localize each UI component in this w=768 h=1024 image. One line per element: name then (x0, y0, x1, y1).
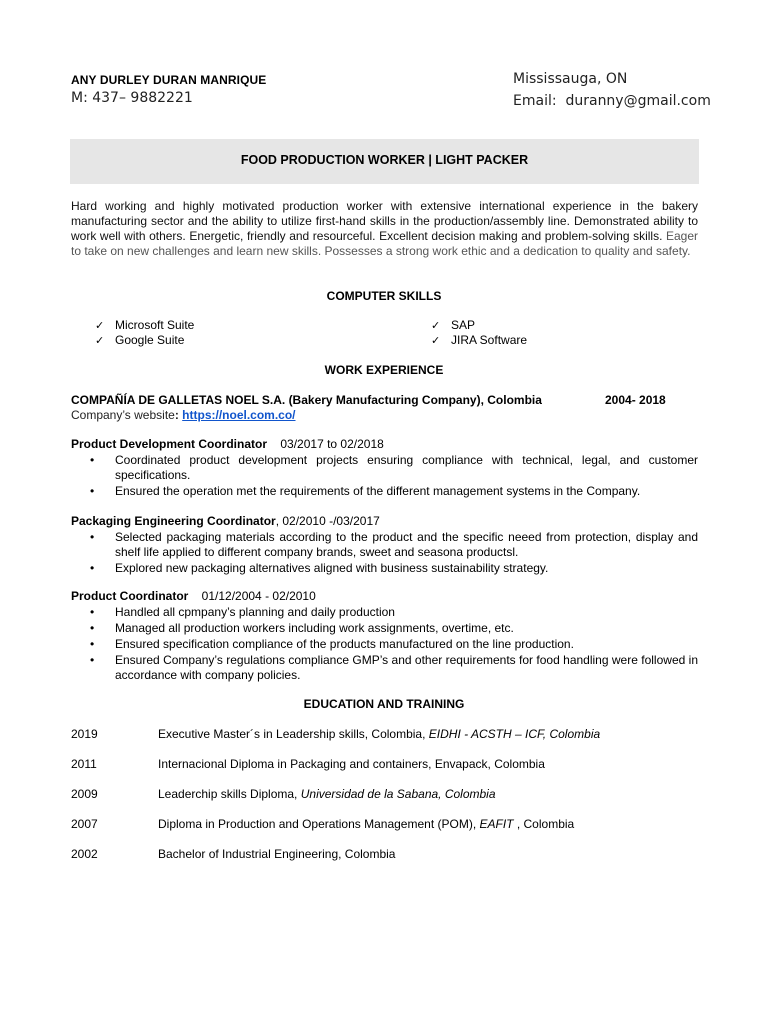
job-title: FOOD PRODUCTION WORKER | LIGHT PACKER (240, 153, 529, 167)
education-year: 2019 (71, 727, 98, 741)
title-banner (70, 139, 699, 184)
professional-summary (71, 199, 698, 259)
company-years: 2004- 2018 (605, 393, 666, 407)
education-description: Executive Master´s in Leadership skills, Colombia, EIDHI - ACSTH – ICF, Colombia (158, 727, 601, 741)
role-title: Product Development Coordinator (71, 437, 268, 451)
computer-skills-heading: COMPUTER SKILLS (326, 289, 442, 303)
role-bullets (90, 605, 698, 684)
education-description: Bachelor of Industrial Engineering, Colombia (158, 847, 396, 861)
checkmark-icon: ✓ (95, 335, 105, 347)
company-website-line (71, 408, 296, 422)
education-heading: EDUCATION AND TRAINING (303, 697, 465, 711)
role-dates: 01/12/2004 - 02/2010 (201, 589, 316, 603)
education-description: Diploma in Production and Operations Management (POM), EAFIT , Colombia (158, 817, 575, 831)
skill-item: ✓ Microsoft Suite (95, 318, 195, 332)
education-year: 2002 (71, 847, 98, 861)
education-year: 2009 (71, 787, 98, 801)
skill-item: ✓ SAP (431, 318, 476, 332)
education-description: Leaderchip skills Diploma, Universidad de la Sabana, Colombia (158, 787, 496, 801)
website-label: Company’s website (71, 408, 175, 422)
skill-item: ✓ JIRA Software (431, 333, 528, 347)
education-year: 2007 (71, 817, 98, 831)
phone-number: M: 437– 9882221 (71, 90, 193, 106)
role-header (71, 437, 384, 451)
bullet-item: • Coordinated product development projects ensuring compliance with technical, legal, and customer specifications. (90, 453, 698, 483)
role-dates: 03/2017 to 02/2018 (280, 437, 384, 451)
education-description: Internacional Diploma in Packaging and containers, Envapack, Colombia (158, 757, 545, 771)
bullet-item: • Ensured the operation met the requirements of the different management systems in the Company. (90, 484, 698, 499)
role-bullets (90, 530, 698, 577)
bullet-item: • Handled all cpmpany’s planning and daily production (90, 605, 698, 620)
checkmark-icon: ✓ (431, 320, 441, 332)
bullet-item: • Ensured specification compliance of the products manufactured on the line production. (90, 637, 698, 652)
role-title: Packaging Engineering Coordinator (71, 514, 276, 528)
role-dates: , 02/2010 -/03/2017 (275, 514, 380, 528)
education-year: 2011 (71, 757, 97, 771)
summary-main: Hard working and highly motivated production worker with extensive international experience in the bakery manufacturing sector and the ability to utilize first-hand skills in the production/assembly line. Demonstrated ability to work well with others. Energetic, friendly and resourceful. Excellent decision making and problem-solving skills. (71, 199, 698, 243)
role-title: Product Coordinator (71, 589, 189, 603)
bullet-item: • Selected packaging materials according to the product and the specific neeed from protection, display and shelf life applied to different company brands, sweet and seasona productsl. (90, 530, 698, 560)
bullet-item: • Explored new packaging alternatives aligned with business sustainability strategy. (90, 561, 698, 576)
email-label: Email: (513, 93, 557, 109)
email-line (513, 93, 711, 109)
email-address[interactable]: duranny@gmail.com (565, 93, 711, 109)
location: Mississauga, ON (513, 71, 628, 87)
company-name: COMPAÑÍA DE GALLETAS NOEL S.A. (Bakery Manufacturing Company), Colombia (71, 393, 542, 407)
role-header (71, 514, 380, 528)
website-colon: : (174, 408, 179, 422)
checkmark-icon: ✓ (95, 320, 105, 332)
skill-item: ✓ Google Suite (95, 333, 185, 347)
bullet-item: • Managed all production workers including work assignments, overtime, etc. (90, 621, 698, 636)
candidate-name: ANY DURLEY DURAN MANRIQUE (71, 73, 267, 87)
work-experience-heading: WORK EXPERIENCE (324, 363, 444, 377)
summary-tail: Eager to take on new challenges and learn new skills. Possesses a strong work ethic and a dedication to quality and safety. (71, 229, 699, 258)
checkmark-icon: ✓ (431, 335, 441, 347)
bullet-item: • Ensured Company’s regulations compliance GMP’s and other requirements for food handling were followed in accordance with company policies. (90, 653, 698, 683)
role-bullets (90, 453, 698, 500)
role-header (71, 589, 316, 603)
company-website-link[interactable]: https://noel.com.co/ (182, 408, 296, 422)
